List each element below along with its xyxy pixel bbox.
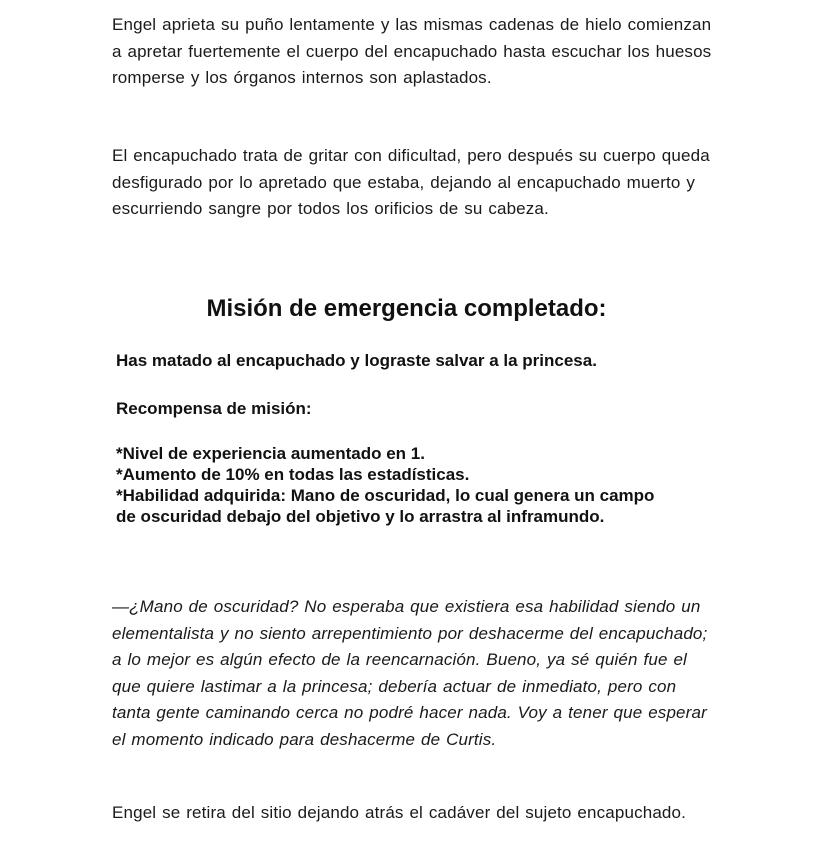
reward-item-experience: *Nivel de experiencia aumentado en 1.	[116, 444, 425, 463]
narrative-paragraph-1: Engel aprieta su puño lentamente y las mismas cadenas de hielo comienzan a apretar fuertemente el cuerpo del encapuchado hasta escuchar los huesos romperse y los órganos internos son aplastados.	[112, 15, 712, 87]
narrative-paragraph-2: El encapuchado trata de gritar con dificultad, pero después su cuerpo queda desfigurado por lo apretado que estaba, dejando al encapuchado muerto y escurriendo sangre por todos los orificios de su cabeza.	[112, 146, 710, 218]
narrative-paragraph-4: Engel se retira del sitio dejando atrás el cadáver del sujeto encapuchado.	[112, 803, 687, 822]
reward-item-skill: *Habilidad adquirida: Mano de oscuridad, lo cual genera un campo de oscuridad debajo del objetivo y lo arrastra al inframundo.	[116, 486, 655, 526]
narrative-paragraph-3: —¿Mano de oscuridad? No esperaba que existiera esa habilidad siendo un elementalista y no siento arrepentimiento por deshacerme del encapuchado; a lo mejor es algún efecto de la reencarnación. Bueno, ya sé quién fue el que quiere lastimar a la princesa; debería actuar de inmediato, pero con tanta gente caminando cerca no podré hacer nada. Voy a tener que esperar el momento indicado para deshacerme de Curtis.	[112, 597, 708, 749]
mission-summary: Has matado al encapuchado y lograste salvar a la princesa.	[116, 351, 597, 370]
mission-reward-title: Recompensa de misión:	[116, 399, 312, 418]
mission-title: Misión de emergencia completado:	[206, 295, 607, 322]
mission-reward-list	[116, 443, 676, 527]
reward-item-stats: *Aumento de 10% en todas las estadísticas.	[116, 465, 470, 484]
